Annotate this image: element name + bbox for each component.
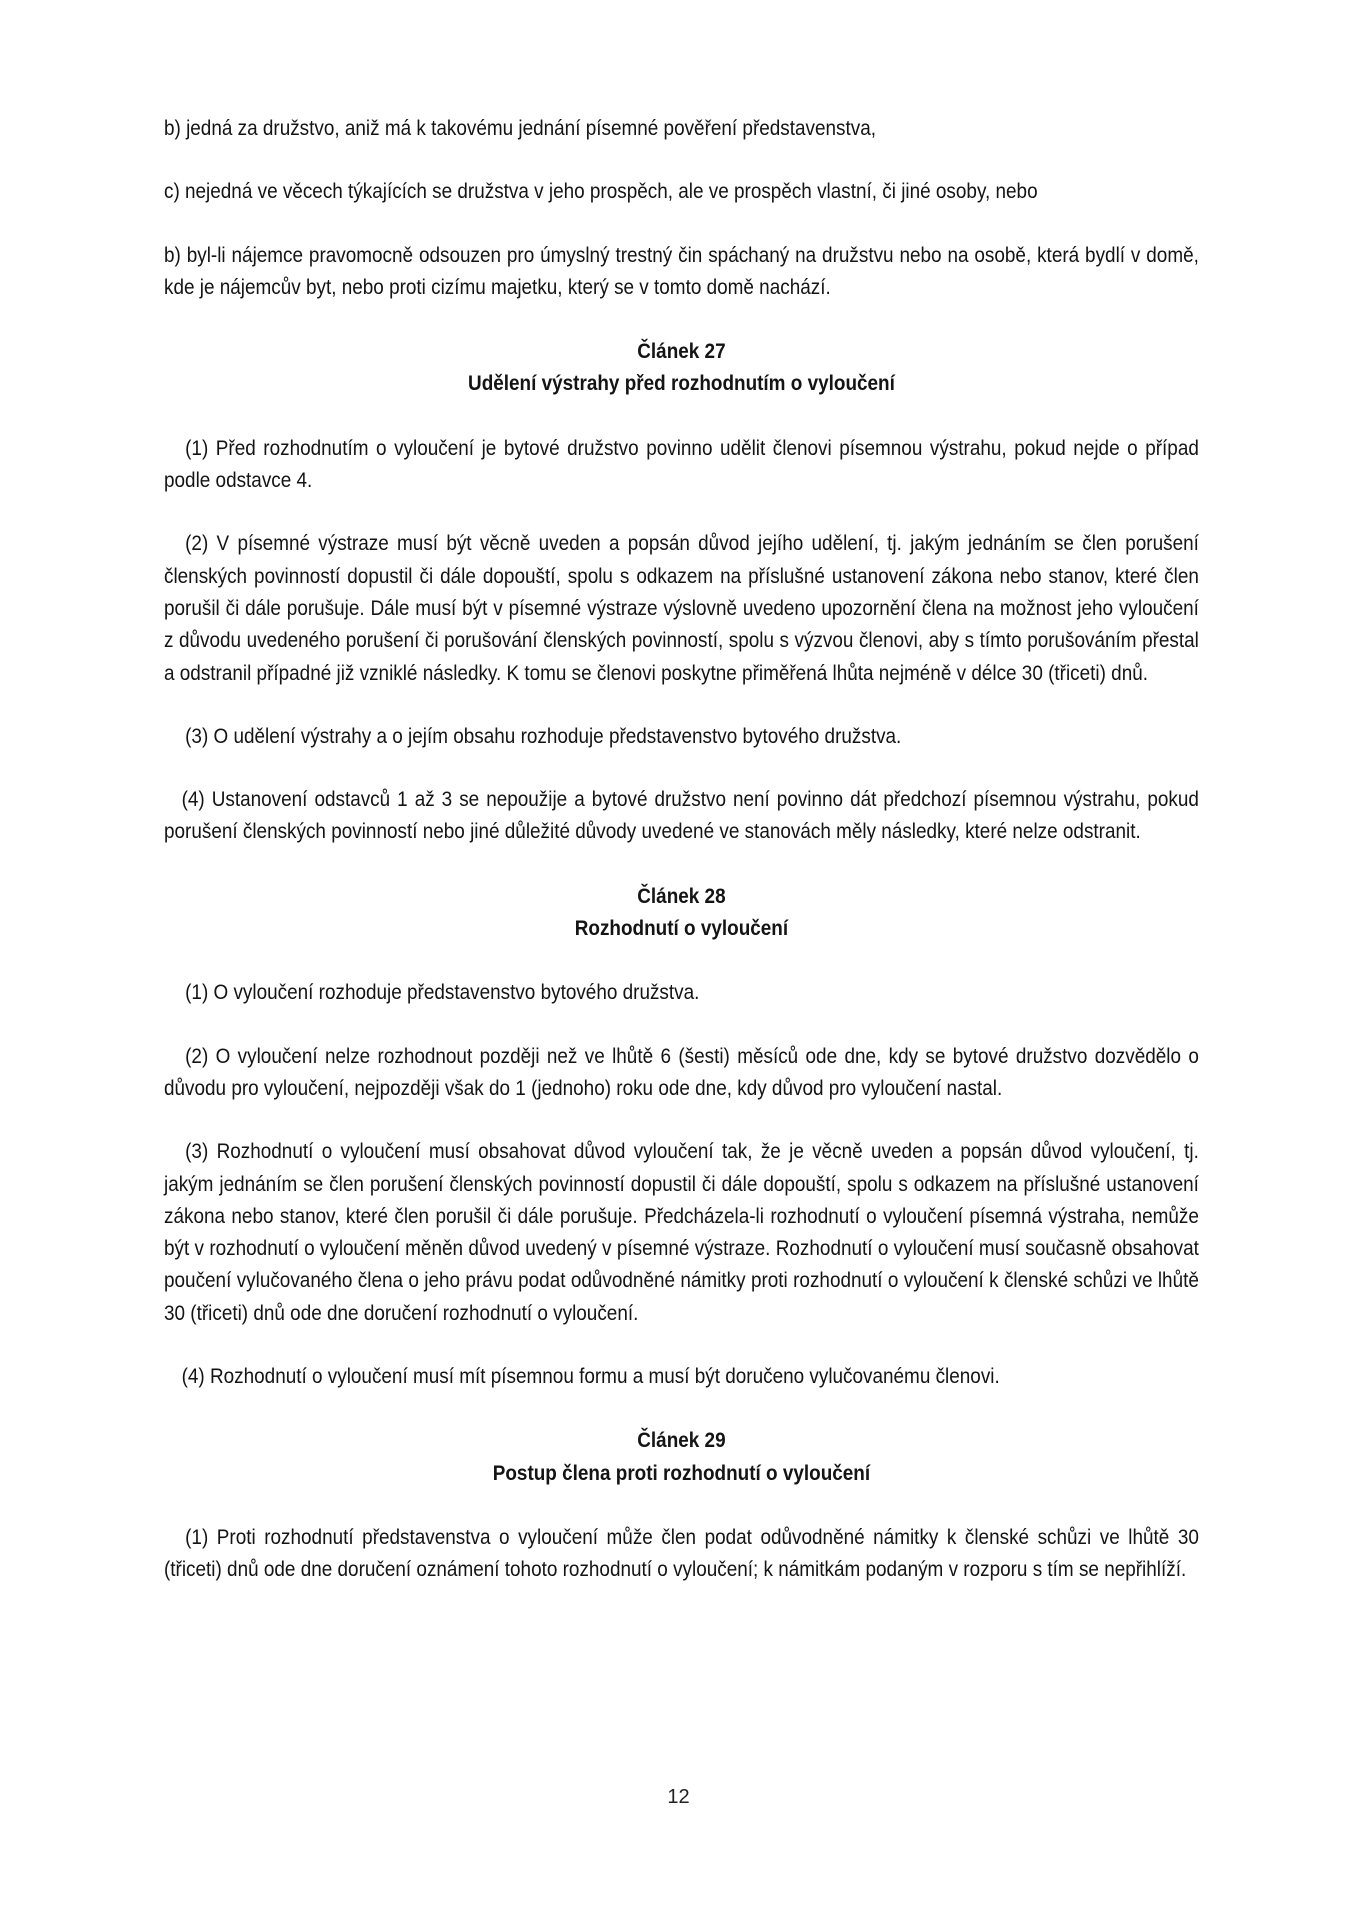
article-28-heading [164,880,1199,945]
article-29-title: Postup člena proti rozhodnutí o vyloučení [492,1460,871,1485]
page-number: 12 [667,1786,690,1808]
article-27-paragraph-3: (3) O udělení výstrahy a o jejím obsahu rozhoduje představenstvo bytového družstva. [185,723,902,748]
paragraph-intro-b-convicted: b) byl-li nájemce pravomocně odsouzen pro úmyslný trestný čin spáchaný na družstvu nebo na osobě, která bydlí v domě, kde je nájemcův byt, nebo proti cizímu majetku, který se v tomto domě nachází. [164,242,1199,299]
article-27-heading [164,335,1199,400]
article-28-paragraph-4: (4) Rozhodnutí o vyloučení musí mít písemnou formu a musí být doručeno vylučovanému členovi. [181,1364,1000,1389]
article-28-paragraph-3: (3) Rozhodnutí o vyloučení musí obsahovat důvod vyloučení tak, že je věcně uveden a popsán důvod vyloučení, tj. jakým jednáním se člen porušení členských povinností dopustil či dále dopouští, spolu s odkazem na příslušné ustanovení zákona nebo stanov, které člen porušil či dále porušuje. Předcházela-li rozhodnutí o vyloučení písemná výstraha, nemůže být v rozhodnutí o vyloučení měněn důvod uvedený v písemné výstraze. Rozhodnutí o vyloučení musí současně obsahovat poučení vylučovaného člena o jeho právu podat odůvodněné námitky proti rozhodnutí o vyloučení k členské schůzi ve lhůtě 30 (třiceti) dnů ode dne doručení rozhodnutí o vyloučení. [164,1139,1199,1325]
article-28-paragraph-2: (2) O vyloučení nelze rozhodnout později než ve lhůtě 6 (šesti) měsíců ode dne, kdy se bytové družstvo dozvědělo o důvodu pro vyloučení, nejpozději však do 1 (jednoho) roku ode dne, kdy důvod pro vyloučení nastal. [164,1043,1199,1100]
article-27-paragraph-4: (4) Ustanovení odstavců 1 až 3 se nepoužije a bytové družstvo není povinno dát předchozí písemnou výstrahu, pokud porušení členských povinností nebo jiné důležité důvody uvedené ve stanovách měly následky, které nelze odstranit. [164,787,1199,844]
article-28-paragraph-1: (1) O vyloučení rozhoduje představenstvo bytového družstva. [185,980,700,1005]
article-27-paragraph-1: (1) Před rozhodnutím o vyloučení je bytové družstvo povinno udělit členovi písemnou výstrahu, pokud nejde o případ podle odstavce 4. [164,435,1199,493]
article-28-title: Rozhodnutí o vyloučení [574,916,789,941]
article-27-number: Článek 27 [637,339,726,364]
paragraph-intro-c-not-acting: c) nejedná ve věcech týkajících se družstva v jeho prospěch, ale ve prospěch vlastní, či jiné osoby, nebo [164,179,1038,204]
article-27-paragraph-2: (2) V písemné výstraze musí být věcně uveden a popsán důvod jejího udělení, tj. jakým jednáním se člen porušení členských povinností dopustil či dále dopouští, spolu s odkazem na příslušné ustanovení zákona nebo stanov, které člen porušil či dále porušuje. Dále musí být v písemné výstraze výslovně uvedeno upozornění člena na možnost jeho vyloučení z důvodu uvedeného porušení či porušování členských povinností, spolu s výzvou členovi, aby s tímto porušováním přestal a odstranil případné již vzniklé následky. K tomu se členovi poskytne přiměřená lhůta nejméně v délce 30 (třiceti) dnů. [164,531,1199,685]
article-29-heading [164,1424,1199,1489]
article-28-number: Článek 28 [637,883,726,908]
article-29-number: Článek 29 [637,1428,726,1453]
paragraph-intro-b-acting: b) jedná za družstvo, aniž má k takovému jednání písemné pověření představenstva, [164,116,877,140]
article-29-paragraph-1: (1) Proti rozhodnutí představenstva o vyloučení může člen podat odůvodněné námitky k členské schůzi ve lhůtě 30 (třiceti) dnů ode dne doručení oznámení tohoto rozhodnutí o vyloučení; k námitkám podaným v rozporu s tím se nepřihlíží. [164,1524,1199,1582]
article-27-title: Udělení výstrahy před rozhodnutím o vyloučení [468,371,895,396]
page-content [164,112,1199,1586]
